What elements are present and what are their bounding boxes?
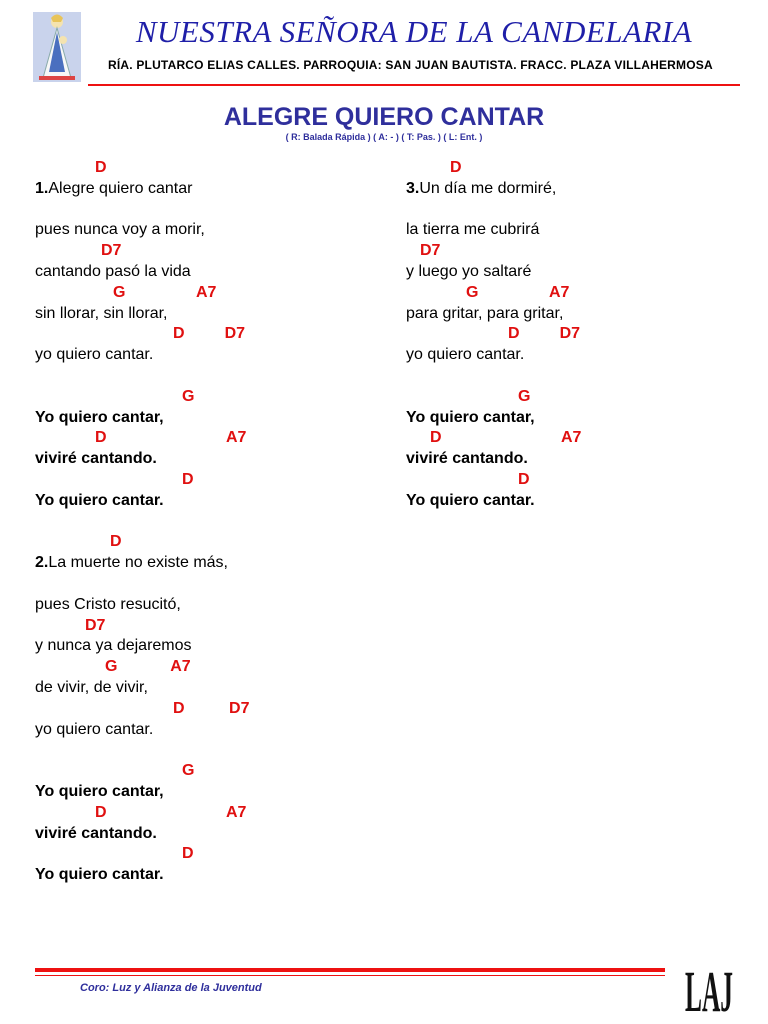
lyric-line: para gritar, para gritar, — [406, 304, 564, 322]
chorus-line: Yo quiero cantar. — [35, 866, 164, 884]
lyric-line: yo quiero cantar. — [35, 720, 154, 738]
chord-line: D — [95, 159, 107, 176]
lyric-line: y luego yo saltaré — [406, 263, 532, 280]
verse-text: La muerte no existe más, — [48, 554, 228, 572]
footer-divider-thin — [35, 975, 665, 976]
lyric-line: de vivir, de vivir, — [35, 679, 148, 696]
chord-line: G A7 — [113, 283, 217, 301]
choir-logo — [683, 953, 735, 1021]
verse-number: 1. — [35, 179, 49, 197]
chord-line: D D7 — [508, 325, 581, 343]
lyric-line: cantando pasó la vida — [35, 263, 191, 280]
chord-line: G — [182, 762, 195, 780]
chorus-line: Yo quiero cantar. — [406, 491, 535, 509]
chord-line: D D7 — [173, 699, 250, 717]
chord-line: D D7 — [173, 325, 246, 343]
lyric-line: sin llorar, sin llorar, — [35, 304, 168, 322]
chord-line: G — [182, 387, 195, 405]
chord-line: D — [182, 471, 194, 488]
chorus-line: viviré cantando. — [35, 450, 157, 468]
lyric-line: y nunca ya dejaremos — [35, 637, 192, 655]
verse-text: Un día me dormiré, — [419, 179, 557, 197]
chorus-line: Yo quiero cantar, — [35, 783, 164, 800]
parish-subtitle: RÍA. PLUTARCO ELIAS CALLES. PARROQUIA: SAN JUAN BAUTISTA. FRACC. PLAZA VILLAHERMOSA — [108, 58, 713, 72]
chord-line: D7 — [420, 242, 441, 260]
lyric-line — [35, 179, 192, 199]
footer-choir-name: Coro: Luz y Alianza de la Juventud — [80, 982, 262, 994]
chord-line: D — [182, 845, 194, 863]
chord-line: D A7 — [95, 429, 247, 447]
verse-text: Alegre quiero cantar — [48, 179, 193, 197]
verse-number: 3. — [406, 179, 420, 197]
page-title: NUESTRA SEÑORA DE LA CANDELARIA — [135, 14, 693, 49]
footer-divider-thick — [35, 968, 665, 972]
song-title: ALEGRE QUIERO CANTAR — [223, 103, 545, 131]
choir-logo-text: LAJ — [685, 959, 733, 1021]
lyric-line: pues nunca voy a morir, — [35, 221, 205, 239]
chorus-line: Yo quiero cantar. — [35, 491, 164, 509]
chord-line: D7 — [101, 242, 122, 260]
song-meta: ( R: Balada Rápida ) ( A: - ) ( T: Pas. ) ( L: Ent. ) — [285, 132, 483, 142]
lyric-line — [406, 179, 556, 199]
chord-line: D — [110, 533, 122, 551]
chorus-line: viviré cantando. — [406, 450, 528, 468]
chord-line: D7 — [85, 616, 106, 634]
chord-line: G A7 — [105, 658, 191, 676]
lyric-line: pues Cristo resucitó, — [35, 595, 181, 613]
lyric-line: la tierra me cubrirá — [406, 221, 540, 239]
chorus-line: Yo quiero cantar, — [35, 408, 164, 426]
header-divider — [88, 84, 740, 86]
chord-line: D — [450, 159, 462, 176]
chord-line: D A7 — [430, 429, 582, 447]
chord-line: D — [518, 471, 530, 488]
lyric-line: yo quiero cantar. — [406, 346, 525, 364]
chord-line: D A7 — [95, 803, 247, 821]
chord-line: G A7 — [466, 283, 570, 301]
verse-number: 2. — [35, 554, 49, 572]
lyric-line: yo quiero cantar. — [35, 346, 154, 364]
chord-line: G — [518, 387, 531, 405]
lyric-line — [35, 553, 228, 573]
chorus-line: viviré cantando. — [35, 824, 157, 842]
chorus-line: Yo quiero cantar, — [406, 408, 535, 426]
